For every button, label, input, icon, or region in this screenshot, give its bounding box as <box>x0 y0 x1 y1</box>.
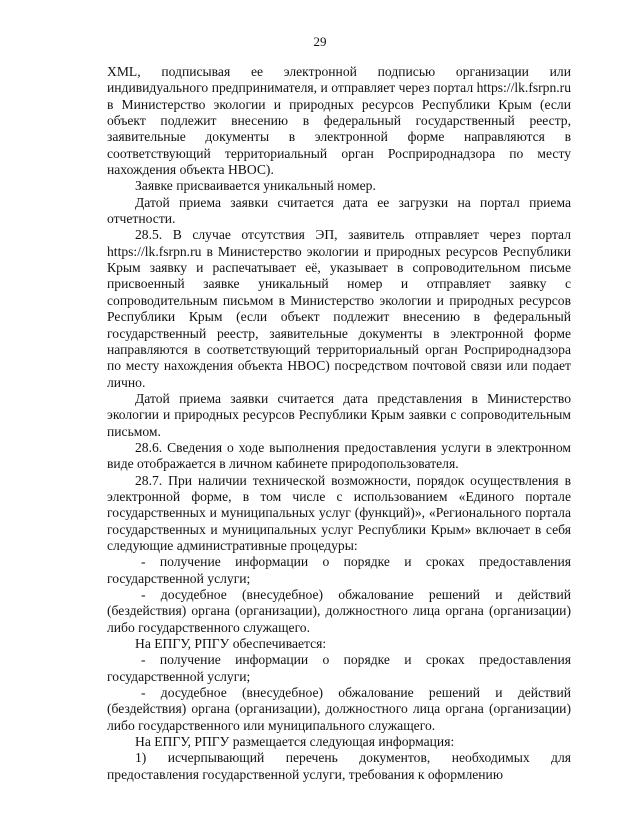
paragraph-acceptance-date-postal: Датой приема заявки считается дата представления в Министерство экологии и природных ресурсов Республики Крым заявки с сопроводительным письмом. <box>107 390 571 439</box>
paragraph-portal-info: На ЕПГУ, РПГУ размещается следующая информация: <box>135 734 455 750</box>
paragraph-28-5: 28.5. В случае отсутствия ЭП, заявитель отправляет через портал https://lk.fsrpn.ru в Министерство экологии и природных ресурсов Республики Крым заявку и распечатывает её, указывает в сопроводительном письме присвоенный заявке уникальный номер и отправляет заявку с сопроводительным письмом в Министерство экологии и природных ресурсов Республики Крым (если объект подлежит внесению в федеральный государственный реестр, заявительные документы в электронной форме направляются в соответствующий территориальный орган Росприроднадзора по месту нахождения объекта НВОС) посредством почтовой связи или подает лично. <box>107 227 571 390</box>
paragraph-xml-submission: XML, подписывая ее электронной подписью организации или индивидуального предпринимателя, и отправляет через портал https://lk.fsrpn.ru в Министерство экологии и природных ресурсов Республики Крым (если объект подлежит внесению в федеральный государственный реестр, заявительные документы в электронной форме направляются в соответствующий территориальный орган Росприроднадзора по месту нахождения объекта НВОС). <box>107 64 571 178</box>
paragraph-documents-list: 1) исчерпывающий перечень документов, необходимых для предоставления государственной услуги, требования к оформлению <box>107 750 571 782</box>
list-item: - досудебное (внесудебное) обжалование решений и действий (бездействия) органа (организации), должностного лица органа (организации) либо государственного или муниципального служащего. <box>107 685 571 733</box>
list-item: - досудебное (внесудебное) обжалование решений и действий (бездействия) органа (организации), должностного лица органа (организации) либо государственного служащего. <box>107 587 571 635</box>
document-body <box>107 64 571 783</box>
list-item: - получение информации о порядке и сроках предоставления государственной услуги; <box>107 652 571 684</box>
paragraph-portal-provides: На ЕПГУ, РПГУ обеспечивается: <box>135 636 327 652</box>
paragraph-28-6: 28.6. Сведения о ходе выполнения предоставления услуги в электронном виде отображается в личном кабинете природопользователя. <box>107 439 571 472</box>
paragraph-acceptance-date: Датой приема заявки считается дата ее загрузки на портал приема отчетности. <box>107 194 571 227</box>
page-number: 29 <box>313 34 327 49</box>
list-item: - получение информации о порядке и сроках предоставления государственной услуги; <box>107 554 571 586</box>
paragraph-28-7: 28.7. При наличии технической возможности, порядок осуществления в электронной форме, в том числе с использованием «Единого портале государственных и муниципальных услуг (функций)», «Регионального портала государственных и муниципальных услуг Республики Крым» включает в себя следующие административные процедуры: <box>107 472 571 553</box>
paragraph-unique-number: Заявке присваивается уникальный номер. <box>135 178 376 194</box>
